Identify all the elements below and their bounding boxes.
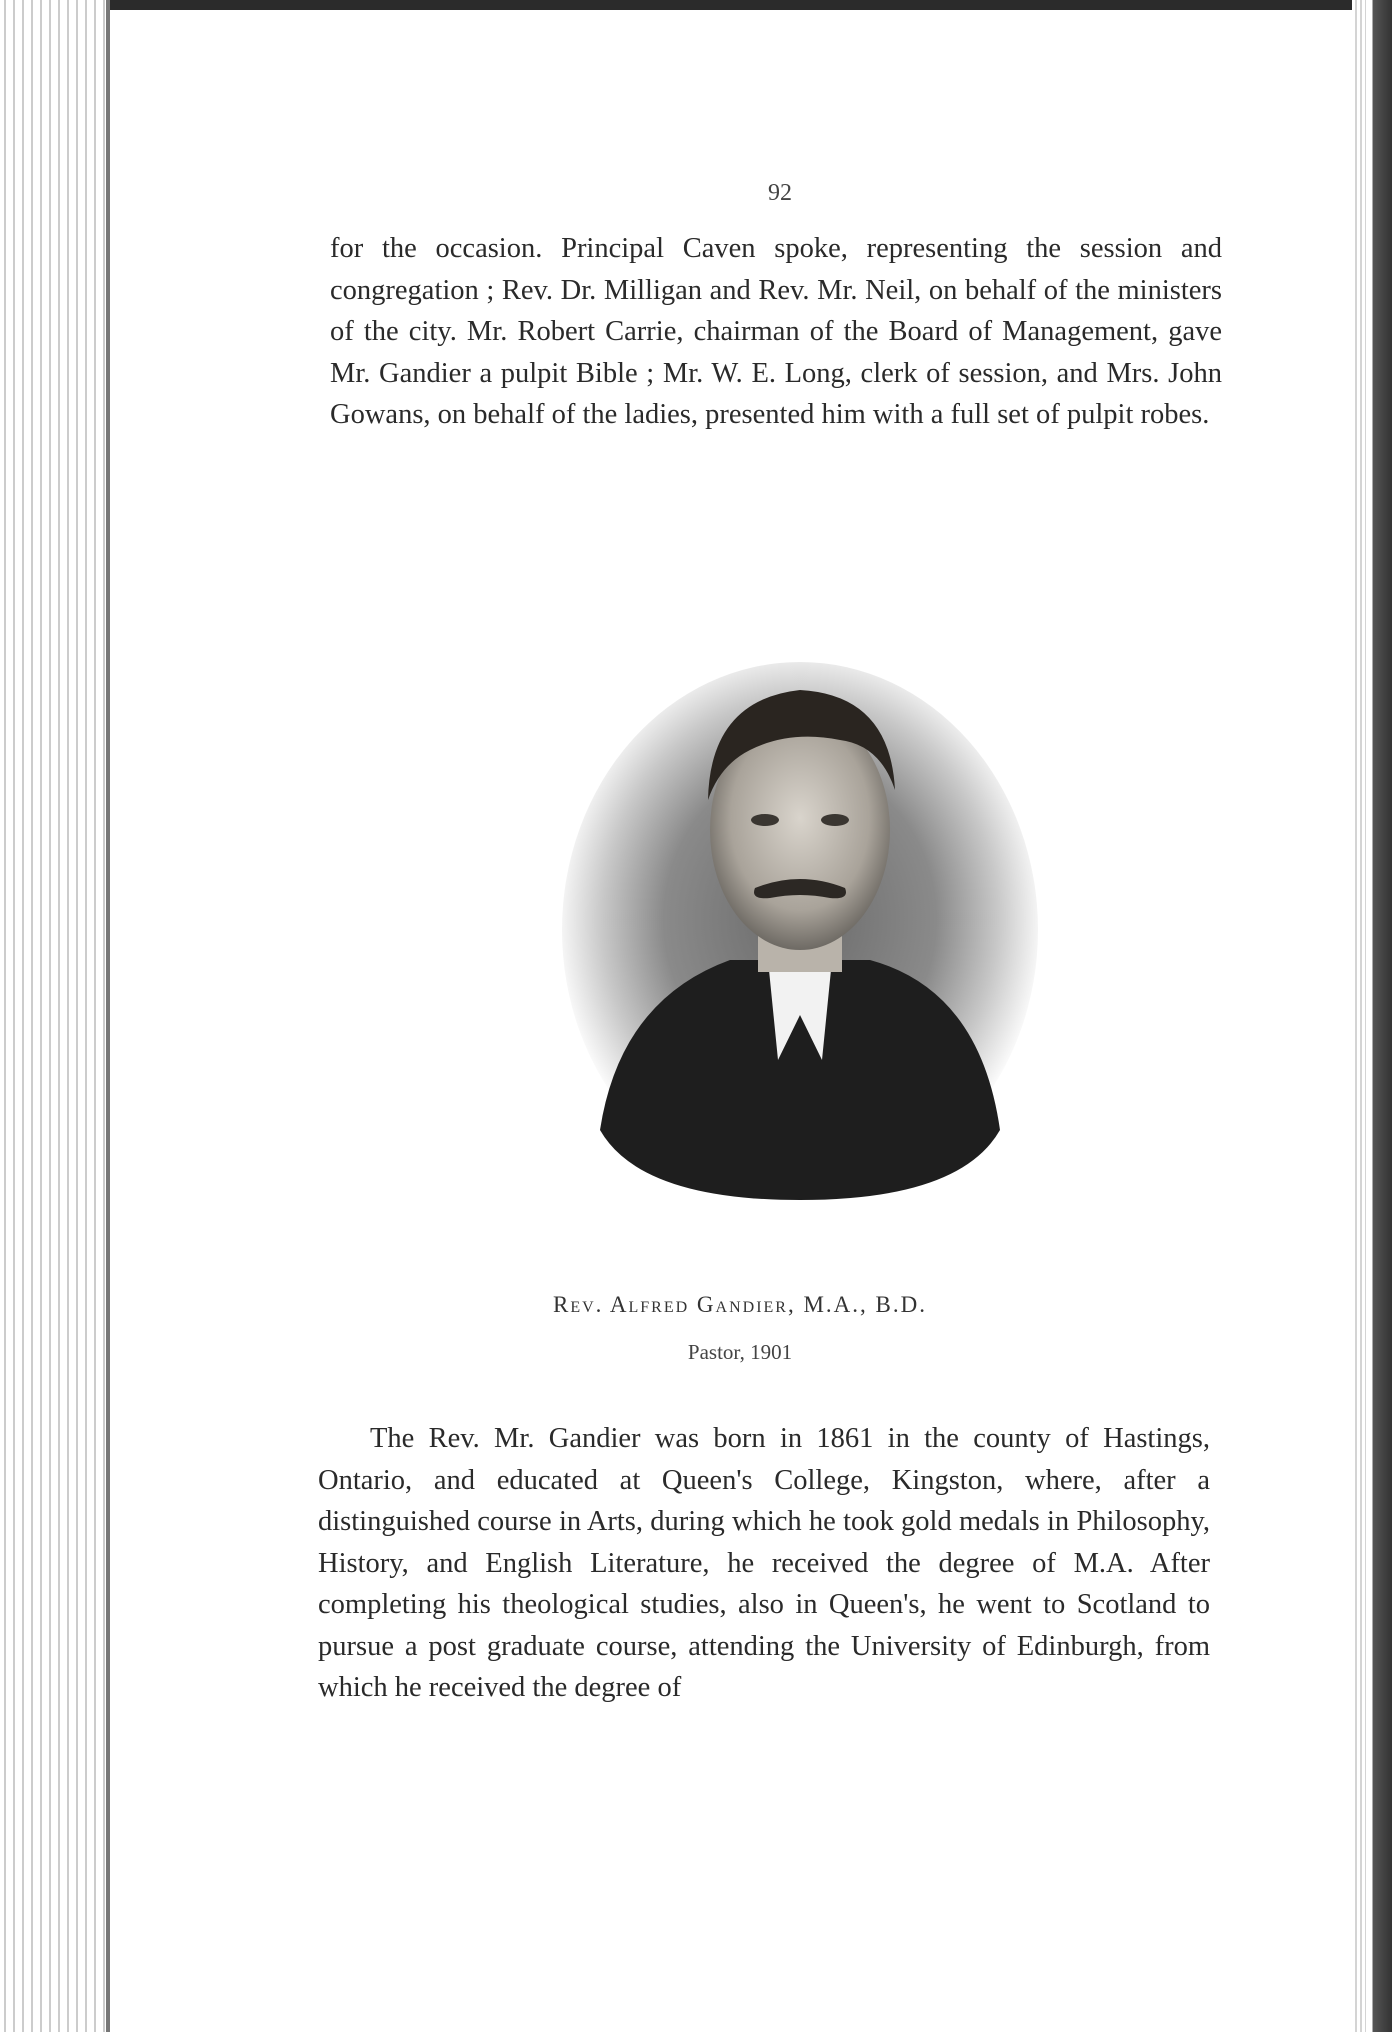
page-number: 92 <box>768 180 792 206</box>
scan-right-border <box>1366 0 1392 2032</box>
bottom-paragraph <box>318 1418 1210 1709</box>
bottom-paragraph-text: The Rev. Mr. Gandier was born in 1861 in the county of Hastings, Ontario, and educated at Queen's College, Kingston, where, after a distinguished course in Arts, during which he took gold medals in Philosophy, History, and English Literature, he received the degree of M.A. After completing his theological studies, also in Queen's, he went to Scotland to pursue a post graduate course, attending the University of Edinburgh, from which he received the degree of <box>318 1423 1210 1703</box>
portrait-photo <box>560 660 1040 1200</box>
portrait-caption-name: Rev. Alfred Gandier, M.A., B.D. <box>553 1292 927 1317</box>
top-paragraph <box>330 228 1222 436</box>
top-paragraph-text: for the occasion. Principal Caven spoke, representing the session and congregation ; Rev. Dr. Milligan and Rev. Mr. Neil, on behalf of the ministers of the city. Mr. Robert Carrie, chairman of the Board of Management, gave Mr. Gandier a pulpit Bible ; Mr. W. E. Long, clerk of session, and Mrs. John Gowans, on behalf of the ladies, presented him with a full set of pulpit robes. <box>330 233 1222 430</box>
portrait-caption-role: Pastor, 1901 <box>687 1340 793 1364</box>
book-page-edges <box>0 0 110 2032</box>
scan-top-border <box>0 0 1392 10</box>
book-right-page-edges <box>1352 0 1366 2032</box>
